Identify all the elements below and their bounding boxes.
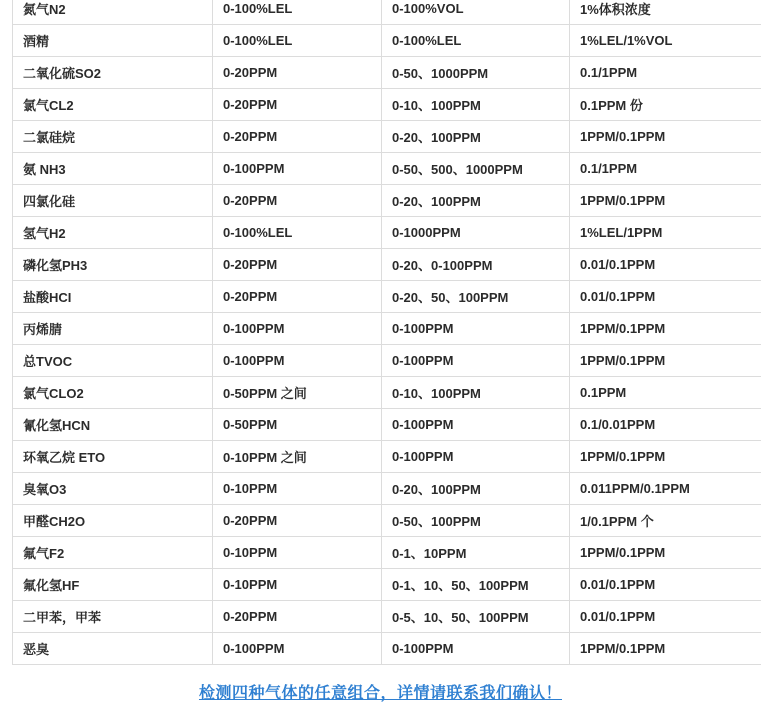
resolution-cell: 0.1/1PPM (570, 153, 761, 185)
optional-range-cell: 0-50、100PPM (382, 505, 570, 537)
gas-name-cell: 磷化氢PH3 (13, 249, 213, 281)
range-cell: 0-10PPM 之间 (213, 441, 382, 473)
optional-range-cell: 0-100PPM (382, 313, 570, 345)
gas-name-cell: 甲醛CH2O (13, 505, 213, 537)
optional-range-cell: 0-100PPM (382, 409, 570, 441)
gas-name-cell: 二甲苯，甲苯 (13, 601, 213, 633)
optional-range-cell: 0-10、100PPM (382, 377, 570, 409)
resolution-cell: 1PPM/0.1PPM (570, 121, 761, 153)
range-cell: 0-100PPM (213, 153, 382, 185)
table-row (13, 537, 761, 569)
optional-range-cell: 0-100%VOL (382, 0, 570, 25)
resolution-cell: 0.1PPM (570, 377, 761, 409)
gas-name-cell: 氟化氢HF (13, 569, 213, 601)
table-row (13, 313, 761, 345)
gas-spec-table-body (13, 0, 761, 665)
resolution-cell: 0.011PPM/0.1PPM (570, 473, 761, 505)
gas-name-cell: 臭氧O3 (13, 473, 213, 505)
gas-spec-table (12, 0, 761, 665)
range-cell: 0-100%LEL (213, 25, 382, 57)
table-row (13, 249, 761, 281)
table-row (13, 0, 761, 25)
range-cell: 0-100PPM (213, 313, 382, 345)
optional-range-cell: 0-1000PPM (382, 217, 570, 249)
table-row (13, 281, 761, 313)
table-row (13, 153, 761, 185)
gas-name-cell: 总TVOC (13, 345, 213, 377)
table-row (13, 25, 761, 57)
optional-range-cell: 0-5、10、50、100PPM (382, 601, 570, 633)
resolution-cell: 0.1/1PPM (570, 57, 761, 89)
optional-range-cell: 0-100PPM (382, 633, 570, 665)
range-cell: 0-20PPM (213, 121, 382, 153)
gas-name-cell: 氢气H2 (13, 217, 213, 249)
resolution-cell: 1PPM/0.1PPM (570, 345, 761, 377)
gas-name-cell: 环氧乙烷 ETO (13, 441, 213, 473)
range-cell: 0-20PPM (213, 601, 382, 633)
resolution-cell: 1%LEL/1PPM (570, 217, 761, 249)
table-row (13, 569, 761, 601)
gas-name-cell: 二氯硅烷 (13, 121, 213, 153)
range-cell: 0-20PPM (213, 281, 382, 313)
table-row (13, 377, 761, 409)
resolution-cell: 1PPM/0.1PPM (570, 441, 761, 473)
optional-range-cell: 0-50、500、1000PPM (382, 153, 570, 185)
gas-name-cell: 氯气CL2 (13, 89, 213, 121)
gas-name-cell: 酒精 (13, 25, 213, 57)
range-cell: 0-10PPM (213, 537, 382, 569)
gas-name-cell: 氮气N2 (13, 0, 213, 25)
table-row (13, 601, 761, 633)
range-cell: 0-20PPM (213, 89, 382, 121)
table-row (13, 121, 761, 153)
resolution-cell: 1%LEL/1%VOL (570, 25, 761, 57)
optional-range-cell: 0-20、100PPM (382, 185, 570, 217)
optional-range-cell: 0-100%LEL (382, 25, 570, 57)
resolution-cell: 0.1/0.01PPM (570, 409, 761, 441)
optional-range-cell: 0-100PPM (382, 345, 570, 377)
resolution-cell: 0.01/0.1PPM (570, 249, 761, 281)
table-row (13, 217, 761, 249)
range-cell: 0-100PPM (213, 345, 382, 377)
gas-name-cell: 恶臭 (13, 633, 213, 665)
optional-range-cell: 0-20、100PPM (382, 121, 570, 153)
range-cell: 0-20PPM (213, 505, 382, 537)
range-cell: 0-100%LEL (213, 0, 382, 25)
range-cell: 0-50PPM (213, 409, 382, 441)
table-row (13, 505, 761, 537)
optional-range-cell: 0-100PPM (382, 441, 570, 473)
table-row (13, 57, 761, 89)
optional-range-cell: 0-1、10PPM (382, 537, 570, 569)
resolution-cell: 0.01/0.1PPM (570, 281, 761, 313)
resolution-cell: 0.1PPM 份 (570, 89, 761, 121)
optional-range-cell: 0-20、100PPM (382, 473, 570, 505)
gas-name-cell: 氰化氢HCN (13, 409, 213, 441)
gas-name-cell: 氨 NH3 (13, 153, 213, 185)
gas-name-cell: 四氯化硅 (13, 185, 213, 217)
table-row (13, 185, 761, 217)
table-row (13, 473, 761, 505)
optional-range-cell: 0-50、1000PPM (382, 57, 570, 89)
gas-name-cell: 氯气CLO2 (13, 377, 213, 409)
optional-range-cell: 0-10、100PPM (382, 89, 570, 121)
table-row (13, 409, 761, 441)
resolution-cell: 1PPM/0.1PPM (570, 537, 761, 569)
gas-name-cell: 二氧化硫SO2 (13, 57, 213, 89)
resolution-cell: 1PPM/0.1PPM (570, 633, 761, 665)
range-cell: 0-100%LEL (213, 217, 382, 249)
table-row (13, 345, 761, 377)
range-cell: 0-20PPM (213, 249, 382, 281)
range-cell: 0-10PPM (213, 473, 382, 505)
gas-name-cell: 丙烯腈 (13, 313, 213, 345)
gas-name-cell: 盐酸HCI (13, 281, 213, 313)
resolution-cell: 0.01/0.1PPM (570, 601, 761, 633)
table-row (13, 89, 761, 121)
resolution-cell: 1/0.1PPM 个 (570, 505, 761, 537)
optional-range-cell: 0-1、10、50、100PPM (382, 569, 570, 601)
range-cell: 0-20PPM (213, 57, 382, 89)
range-cell: 0-100PPM (213, 633, 382, 665)
optional-range-cell: 0-20、0-100PPM (382, 249, 570, 281)
resolution-cell: 1PPM/0.1PPM (570, 313, 761, 345)
contact-us-link[interactable]: 检测四种气体的任意组合，详情请联系我们确认！ (198, 685, 562, 702)
range-cell: 0-50PPM 之间 (213, 377, 382, 409)
resolution-cell: 1PPM/0.1PPM (570, 185, 761, 217)
range-cell: 0-10PPM (213, 569, 382, 601)
gas-name-cell: 氟气F2 (13, 537, 213, 569)
table-row (13, 633, 761, 665)
gas-spec-table-container (12, 0, 761, 665)
table-row (13, 441, 761, 473)
resolution-cell: 0.01/0.1PPM (570, 569, 761, 601)
range-cell: 0-20PPM (213, 185, 382, 217)
optional-range-cell: 0-20、50、100PPM (382, 281, 570, 313)
resolution-cell: 1%体积浓度 (570, 0, 761, 25)
